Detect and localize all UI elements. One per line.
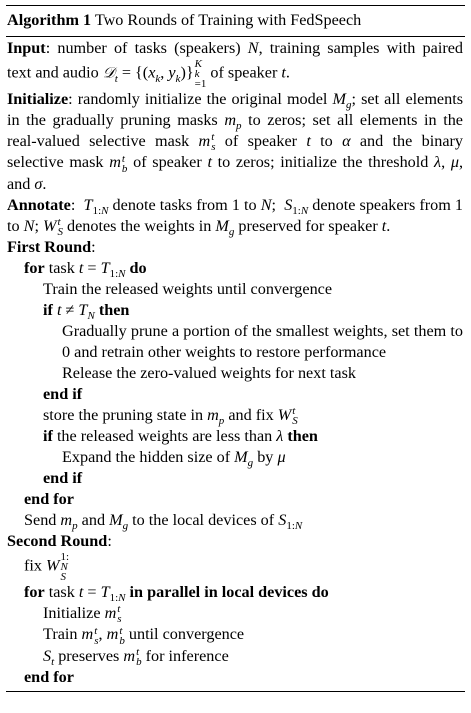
fix-weights: fix W 1: N S [24, 551, 70, 584]
send-step: Send $m_p$ and $M_g$ to the local devices of $S_{1:N}$ [24, 511, 303, 533]
end-for-2: end for [24, 667, 74, 686]
store-step: store the pruning state in $m_p$ and fix W t S [43, 405, 298, 428]
end-if-2: end if [43, 469, 83, 488]
second-round-heading: Second Round: [7, 532, 112, 551]
train-masks: Train m t s , m t b until convergence [43, 624, 245, 647]
annotate-section: Annotate: $T_{1:N}$ denote tasks from 1 to N; $S_{1:N}$ denote speakers from 1 to N; W t S denotes the weights in $M_g$ preserved for speaker t. [7, 195, 463, 238]
if-not-last: if $t \ne T_N$ then [43, 300, 130, 323]
initialize-label: Initialize [7, 90, 69, 108]
end-for-1: end for [24, 490, 74, 509]
second-round-for: for task $t = T_{1:N}$ in parallel in local devices do [24, 583, 329, 605]
bottom-rule [6, 691, 465, 692]
prune-step: Gradually prune a portion of the smallest weights, set them to 0 and retrain other weights to restore performance [62, 321, 463, 361]
algorithm-body [6, 37, 465, 688]
first-round-for: for task $t = T_{1:N}$ do [24, 258, 147, 281]
init-mask: Initialize m t s [43, 603, 122, 626]
algorithm-box [6, 5, 465, 692]
input-section: Input: number of tasks (speakers) N, training samples with paired text and audio 𝒟$_t$ = {($x_k$, $y_k$)} K k =1 of speaker t. [7, 39, 463, 90]
release-step: Release the zero-valued weights for next task [62, 363, 356, 382]
annotate-label: Annotate [7, 195, 71, 214]
first-round-heading: First Round: [7, 237, 96, 256]
expand-step: Expand the hidden size of $M_g$ by μ [62, 448, 286, 470]
end-if-1: end if [43, 384, 83, 403]
train-released: Train the released weights until convergence [43, 279, 333, 298]
algorithm-title-text: Two Rounds of Training with FedSpeech [94, 11, 362, 29]
algorithm-label: Algorithm 1 [7, 11, 92, 29]
input-label: Input [7, 39, 46, 57]
initialize-section: Initialize: randomly initialize the original model $M_g$; set all elements in the gradually pruning masks $m_p$ to zeros; set all elements in the real-valued selective mask m t s of speaker t to α and the binary selective mask m t b of speaker t to zeros; initialize the threshold λ, μ, and σ. [7, 90, 463, 193]
algorithm-title [6, 6, 465, 34]
preserve-step: $S_t$ preserves m t b for inference [43, 645, 229, 668]
if-released-less: if the released weights are less than λ then [43, 427, 318, 446]
